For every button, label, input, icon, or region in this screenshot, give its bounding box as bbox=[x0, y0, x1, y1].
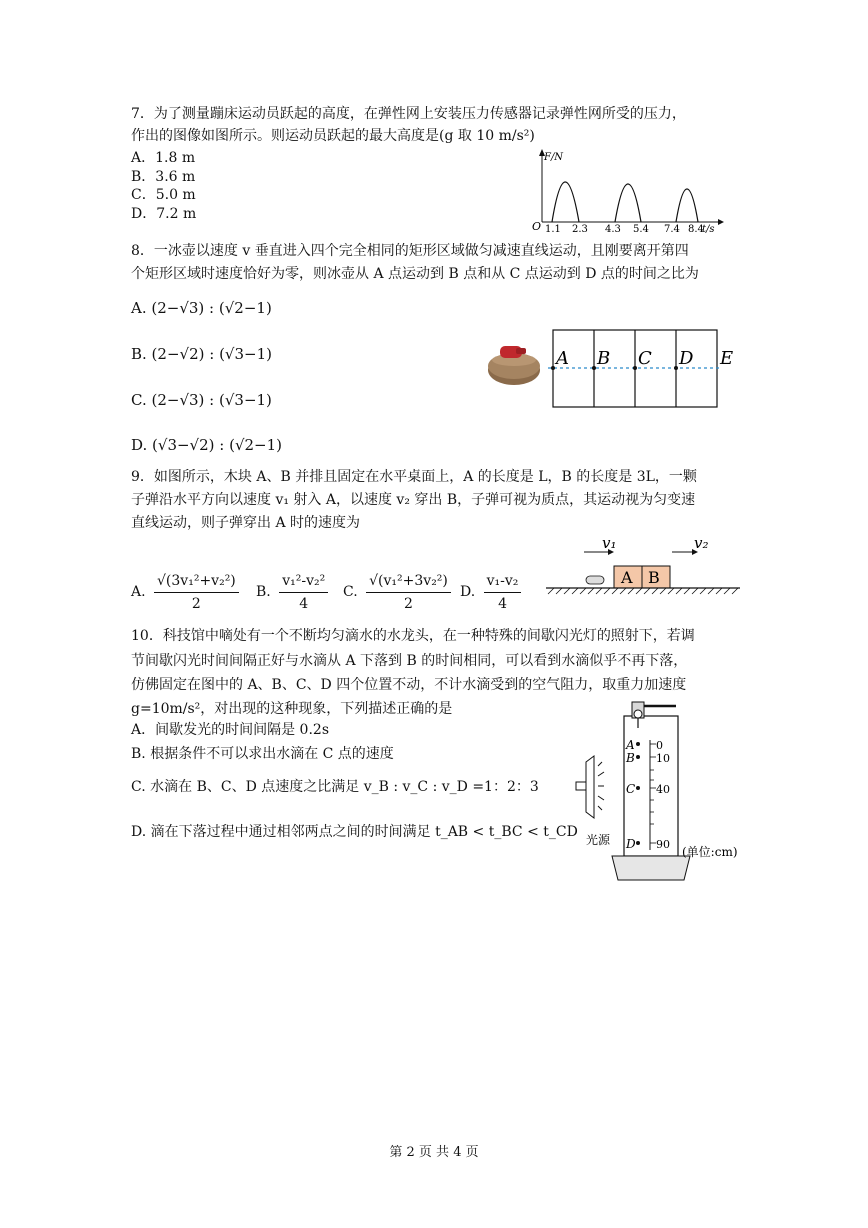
tube-point-d: D bbox=[626, 837, 636, 851]
scale-label: 90 bbox=[656, 838, 670, 851]
q10-option-c: C. 水滴在 B、C、D 点速度之比满足 v_B : v_C : v_D =1：2：3 bbox=[131, 779, 539, 795]
q9-option-c-numerator: √(v₁²+3v₂²) bbox=[366, 570, 451, 593]
velocity-v1-label: v₁ bbox=[602, 536, 617, 552]
q10-option-d: D. 滴在下落过程中通过相邻两点之间的时间满足 t_AB < t_BC < t_CD bbox=[131, 824, 578, 840]
q9-option-b-numerator: v₁²-v₂² bbox=[279, 570, 328, 593]
q9-option-d-denominator: 4 bbox=[498, 595, 507, 612]
q7-stem-line1: 7．为了测量蹦床运动员跃起的高度，在弹性网上安装压力传感器记录弹性网所受的压力， bbox=[131, 106, 686, 122]
q8-option-c: C. (2−√3) : (√3−1) bbox=[131, 391, 272, 409]
curling-stone-icon bbox=[488, 346, 540, 385]
force-time-graph bbox=[528, 148, 728, 234]
graph-tick: 8.4 bbox=[688, 224, 704, 234]
curling-rectangles-figure bbox=[480, 326, 740, 412]
q7-option-b: B．3.6 m bbox=[131, 169, 196, 185]
tube-point-b: B bbox=[626, 751, 635, 765]
block-b-label: B bbox=[648, 568, 660, 587]
q10-stem-line3: 仿佛固定在图中的 A、B、C、D 四个位置不动，不计水滴受到的空气阻力，取重力加速度 bbox=[131, 677, 687, 693]
q9-option-d-numerator: v₁-v₂ bbox=[484, 570, 522, 593]
unit-label: (单位:cm) bbox=[682, 845, 738, 859]
q9-option-a-denominator: 2 bbox=[191, 595, 201, 612]
graph-tick: 5.4 bbox=[633, 224, 649, 234]
graph-tick: 7.4 bbox=[664, 224, 680, 234]
dripping-tap-figure bbox=[572, 700, 768, 884]
q9-option-b-label: B. bbox=[256, 584, 271, 600]
light-source-icon bbox=[576, 756, 604, 818]
point-d: D bbox=[679, 348, 694, 369]
q8-stem-line1: 8．一冰壶以速度 v 垂直进入四个完全相同的矩形区域做匀减速直线运动，且刚要离开第四 bbox=[131, 243, 689, 259]
graph-tick: 2.3 bbox=[572, 224, 588, 234]
q9-stem-line2: 子弹沿水平方向以速度 v₁ 射入 A，以速度 v₂ 穿出 B，子弹可视为质点，其运动视为匀变速 bbox=[131, 492, 696, 508]
light-source-label: 光源 bbox=[586, 833, 611, 847]
q8-option-b: B. (2−√2) : (√3−1) bbox=[131, 345, 272, 363]
scale-label: 40 bbox=[656, 783, 670, 796]
q7-option-c: C．5.0 m bbox=[131, 187, 196, 203]
point-a: A bbox=[556, 348, 569, 369]
q8-option-d: D. (√3−√2) : (√2−1) bbox=[131, 436, 283, 454]
q9-stem-line1: 9．如图所示，木块 A、B 并排且固定在水平桌面上，A 的长度是 L，B 的长度是 3L，一颗 bbox=[131, 469, 697, 485]
graph-tick: 1.1 bbox=[545, 224, 561, 234]
q9-option-a bbox=[131, 568, 243, 616]
point-b: B bbox=[597, 348, 611, 369]
graph-tick: 4.3 bbox=[605, 224, 621, 234]
bullet-icon bbox=[586, 576, 604, 584]
block-a-label: A bbox=[621, 568, 633, 587]
q9-option-d bbox=[460, 568, 525, 616]
point-c: C bbox=[638, 348, 652, 369]
page-footer: 第 2 页 共 4 页 bbox=[389, 1145, 479, 1160]
q8-option-a: A. (2−√3) : (√2−1) bbox=[131, 299, 272, 317]
q10-stem-line2: 节间歇闪光时间间隔正好与水滴从 A 下落到 B 的时间相同，可以看到水滴似乎不再下落， bbox=[131, 653, 688, 669]
tube-point-c: C bbox=[626, 782, 636, 796]
q9-option-c-label: C. bbox=[343, 584, 358, 600]
scale-label: 10 bbox=[656, 752, 670, 765]
q9-option-c-denominator: 2 bbox=[404, 595, 413, 612]
q9-option-a-label: A. bbox=[131, 584, 146, 600]
scale-label: 0 bbox=[656, 739, 663, 752]
graph-x-label: t/s bbox=[702, 224, 715, 234]
q10-option-b: B. 根据条件不可以求出水滴在 C 点的速度 bbox=[131, 746, 394, 762]
q9-stem-line3: 直线运动，则子弹穿出 A 时的速度为 bbox=[131, 515, 361, 531]
q9-option-d-label: D. bbox=[460, 584, 476, 600]
graph-y-label: F/N bbox=[544, 152, 564, 163]
graph-origin: O bbox=[532, 220, 542, 233]
point-e: E bbox=[720, 348, 734, 369]
q7-stem-line2: 作出的图像如图所示。则运动员跃起的最大高度是(g 取 10 m/s²) bbox=[131, 128, 535, 144]
q10-stem-line1: 10．科技馆中嘀处有一个不断均匀滴水的水龙头，在一种特殊的间歇闪光灯的照射下，若调 bbox=[131, 628, 695, 644]
q9-option-b-denominator: 4 bbox=[299, 595, 309, 612]
q10-option-a: A．间歇发光的时间间隔是 0.2s bbox=[131, 722, 330, 738]
q8-stem-line2: 个矩形区域时速度恰好为零，则冰壶从 A 点运动到 B 点和从 C 点运动到 D 点的时间之比为 bbox=[131, 266, 699, 282]
q10-stem-line4: g=10m/s²，对出现的这种现象，下列描述正确的是 bbox=[131, 701, 453, 717]
velocity-v2-label: v₂ bbox=[694, 536, 709, 552]
q9-option-a-numerator: √(3v₁²+v₂²) bbox=[154, 570, 239, 593]
bullet-blocks-figure bbox=[544, 536, 744, 606]
q7-option-d: D．7.2 m bbox=[131, 206, 197, 222]
q7-option-a: A．1.8 m bbox=[131, 150, 196, 166]
tube-point-a: A bbox=[626, 738, 635, 752]
q9-option-c bbox=[343, 568, 455, 616]
q9-option-b bbox=[256, 568, 332, 616]
